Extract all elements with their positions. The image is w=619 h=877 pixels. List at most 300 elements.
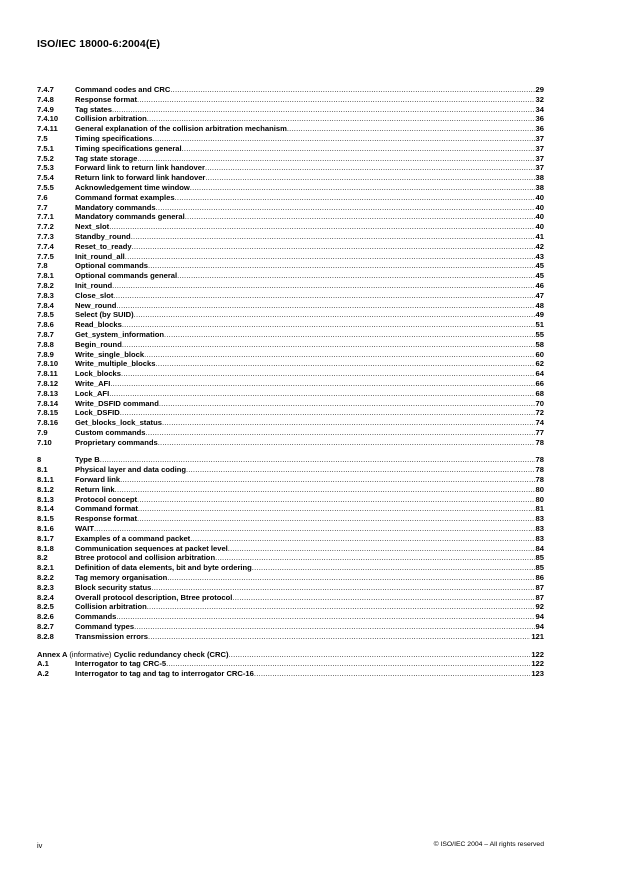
toc-entry-page: 80: [535, 494, 544, 504]
toc-entry[interactable]: [37, 495, 544, 505]
toc-entry-number: 7.7.4: [37, 241, 54, 251]
toc-entry[interactable]: [37, 379, 544, 389]
toc-entry-number: 8.1.8: [37, 543, 54, 553]
toc-entry-number: 8.2.4: [37, 592, 54, 602]
toc-entry-number: 7.8.11: [37, 369, 58, 379]
toc-entry-number: 7.4.8: [37, 94, 54, 104]
toc-entry-number: 8: [37, 455, 42, 465]
toc-entry-number: 7.7.1: [37, 212, 54, 222]
toc-leader-dots: [254, 669, 530, 679]
toc-entry-title: Forward link to return link handover: [75, 163, 205, 173]
toc-entry-title: Select (by SUID): [75, 310, 134, 320]
toc-entry-title: Proprietary commands: [75, 437, 158, 447]
toc-entry-page: 122: [531, 659, 544, 669]
toc-entry-title: Get_system_information: [75, 329, 165, 339]
toc-entry-title: Return link to forward link handover: [75, 173, 206, 183]
toc-entry-page: 68: [535, 388, 544, 398]
toc-leader-dots: [94, 524, 535, 534]
toc-entry-title: Response format: [75, 514, 138, 524]
toc-entry-page: 29: [535, 85, 544, 94]
toc-leader-dots: [131, 232, 535, 242]
toc-leader-dots: [232, 593, 534, 603]
annex-label: Annex A: [37, 649, 68, 659]
toc-entry-number: 8.2.6: [37, 612, 54, 622]
toc-entry-title: New_round: [75, 300, 117, 310]
toc-entry[interactable]: [37, 281, 544, 291]
toc-leader-dots: [175, 193, 535, 203]
toc-entry[interactable]: [37, 359, 544, 369]
toc-leader-dots: [156, 203, 535, 213]
toc-entry-page: 48: [535, 300, 544, 310]
toc-entry-title: Commands: [75, 612, 117, 622]
toc-entry-number: 8.2.1: [37, 563, 54, 573]
toc-entry[interactable]: [37, 252, 544, 262]
toc-entry-number: 7.6: [37, 192, 48, 202]
toc-entry[interactable]: [37, 408, 544, 418]
toc-entry[interactable]: [37, 428, 544, 438]
toc-entry-title: Init_round: [75, 280, 113, 290]
toc-entry-page: 85: [535, 553, 544, 563]
toc-entry-number: 7.8.10: [37, 359, 59, 369]
toc-entry-page: 46: [535, 280, 544, 290]
toc-entry-title: Reset_to_ready: [75, 241, 132, 251]
toc-leader-dots: [229, 650, 531, 660]
toc-entry-number: 7.8.7: [37, 329, 54, 339]
toc-entry-number: 7.8.5: [37, 310, 54, 320]
toc-entry-page: 42: [535, 241, 544, 251]
toc-entry-title: Lock_blocks: [75, 369, 122, 379]
toc-entry[interactable]: [37, 163, 544, 173]
toc-entry-title: Collision arbitration: [75, 602, 147, 612]
toc-entry-page: 83: [535, 524, 544, 534]
toc-entry-title: Timing specifications: [75, 133, 153, 143]
document-footer: [37, 841, 544, 850]
toc-group-clause-7: [37, 85, 544, 447]
toc-entry-page: 78: [535, 437, 544, 447]
toc-entry-number: 8.1.3: [37, 494, 54, 504]
toc-leader-dots: [109, 222, 534, 232]
toc-leader-dots: [144, 350, 534, 360]
toc-leader-dots: [100, 455, 535, 465]
toc-entry[interactable]: [37, 399, 544, 409]
toc-entry-title: Forward link: [75, 475, 121, 485]
toc-leader-dots: [252, 563, 535, 573]
toc-leader-dots: [137, 95, 535, 105]
toc-entry-page: 66: [535, 378, 544, 388]
toc-entry-page: 40: [535, 212, 544, 222]
toc-entry[interactable]: [37, 659, 544, 669]
toc-gap: [37, 642, 544, 650]
toc-leader-dots: [122, 340, 535, 350]
toc-entry-page: 40: [535, 202, 544, 212]
toc-leader-dots: [122, 320, 535, 330]
toc-leader-dots: [155, 359, 534, 369]
toc-leader-dots: [120, 408, 535, 418]
toc-entry-page: 87: [535, 582, 544, 592]
toc-entry-page: 47: [535, 290, 544, 300]
toc-entry-title: Interrogator to tag and tag to interrogator CRC-16: [75, 669, 254, 679]
toc-entry-page: 72: [535, 408, 544, 418]
toc-entry-number: 7.4.10: [37, 114, 59, 124]
toc-leader-dots: [109, 389, 534, 399]
toc-entry-number: 7.5.4: [37, 173, 54, 183]
toc-entry-title: Mandatory commands general: [75, 212, 185, 222]
toc-entry-title: Examples of a command packet: [75, 533, 191, 543]
toc-entry[interactable]: [37, 134, 544, 144]
toc-entry-number: A.1: [37, 659, 49, 669]
toc-entry-page: 77: [535, 427, 544, 437]
toc-entry-title: Communication sequences at packet level: [75, 543, 228, 553]
toc-entry[interactable]: [37, 369, 544, 379]
toc-entry[interactable]: [37, 632, 544, 642]
toc-entry-number: 7.8.9: [37, 349, 54, 359]
toc-entry-number: 7.7: [37, 202, 48, 212]
toc-entry-title: Overall protocol description, Btree protocol: [75, 592, 233, 602]
toc-entry-number: 7.9: [37, 427, 48, 437]
toc-leader-dots: [148, 261, 535, 271]
toc-entry-page: 78: [535, 475, 544, 485]
toc-entry-number: 7.8.16: [37, 418, 59, 428]
toc-leader-dots: [147, 114, 535, 124]
toc-entry-page: 36: [535, 114, 544, 124]
toc-entry-title: WAIT: [75, 524, 94, 534]
toc-entry[interactable]: [37, 455, 544, 465]
toc-entry[interactable]: [37, 95, 544, 105]
toc-leader-dots: [116, 612, 534, 622]
toc-entry[interactable]: [37, 114, 544, 124]
toc-entry-page: 36: [535, 124, 544, 134]
toc-entry-number: 7.8.14: [37, 398, 59, 408]
toc-entry-number: 7.5.1: [37, 143, 54, 153]
toc-entry-page: 40: [535, 192, 544, 202]
toc-entry-title: Write_single_block: [75, 349, 145, 359]
toc-entry[interactable]: [37, 193, 544, 203]
toc-entry-title: Begin_round: [75, 339, 122, 349]
toc-leader-dots: [121, 369, 535, 379]
toc-entry-page: 94: [535, 612, 544, 622]
toc-leader-dots: [190, 183, 535, 193]
toc-entry-number: 8.2.8: [37, 631, 54, 641]
toc-entry-title: Read_blocks: [75, 320, 122, 330]
toc-entry-page: 38: [535, 173, 544, 183]
toc-entry[interactable]: [37, 173, 544, 183]
toc-entry-title: Response format: [75, 94, 138, 104]
footer-copyright: © ISO/IEC 2004 – All rights reserved: [433, 841, 544, 848]
toc-entry[interactable]: [37, 669, 544, 679]
toc-entry-number: 7.8.13: [37, 388, 59, 398]
toc-entry[interactable]: [37, 514, 544, 524]
toc-leader-dots: [145, 428, 534, 438]
toc-entry[interactable]: [37, 485, 544, 495]
toc-leader-dots: [148, 632, 530, 642]
toc-entry[interactable]: [37, 418, 544, 428]
toc-entry-title: Lock_AFI: [75, 388, 110, 398]
toc-entry-number: 8.1.5: [37, 514, 54, 524]
toc-entry-number: 7.5: [37, 133, 48, 143]
toc-entry-number: 7.8.6: [37, 320, 54, 330]
toc-entry-page: 60: [535, 349, 544, 359]
toc-entry-title: Command codes and CRC: [75, 85, 171, 94]
toc-entry[interactable]: [37, 183, 544, 193]
toc-entry-title: General explanation of the collision arbitration mechanism: [75, 124, 287, 134]
toc-entry-title: Collision arbitration: [75, 114, 147, 124]
toc-entry-title: Close_slot: [75, 290, 114, 300]
toc-entry-title: Write_AFI: [75, 378, 111, 388]
toc-entry-number: 7.5.3: [37, 163, 54, 173]
toc-entry-page: 122: [531, 649, 544, 659]
toc-leader-dots: [205, 173, 534, 183]
toc-leader-dots: [167, 573, 534, 583]
toc-entry-number: 7.7.5: [37, 251, 54, 261]
toc-leader-dots: [147, 602, 535, 612]
toc-leader-dots: [125, 252, 535, 262]
toc-entry-page: 37: [535, 163, 544, 173]
toc-entry-page: 49: [535, 310, 544, 320]
toc-entry-title: Lock_DSFID: [75, 408, 120, 418]
toc-entry-title: Write_multiple_blocks: [75, 359, 156, 369]
toc-entry-page: 86: [535, 573, 544, 583]
toc-entry[interactable]: [37, 310, 544, 320]
toc-entry-page: 34: [535, 104, 544, 114]
toc-entry[interactable]: [37, 330, 544, 340]
toc-entry[interactable]: [37, 583, 544, 593]
toc-entry[interactable]: [37, 544, 544, 554]
toc-entry-number: 7.8.1: [37, 271, 54, 281]
toc-entry-number: 8.1.4: [37, 504, 54, 514]
toc-leader-dots: [215, 553, 534, 563]
toc-entry-title: Custom commands: [75, 427, 146, 437]
toc-entry-number: 7.7.2: [37, 222, 54, 232]
toc-leader-dots: [287, 124, 535, 134]
toc-entry-page: 51: [535, 320, 544, 330]
toc-entry-page: 55: [535, 329, 544, 339]
toc-entry[interactable]: [37, 465, 544, 475]
toc-entry-number: 8.1.1: [37, 475, 54, 485]
toc-entry-number: 7.8.15: [37, 408, 59, 418]
toc-entry-page: 80: [535, 484, 544, 494]
toc-leader-dots: [113, 291, 534, 301]
toc-leader-dots: [151, 583, 534, 593]
toc-entry[interactable]: [37, 291, 544, 301]
toc-entry-number: 7.4.7: [37, 85, 54, 94]
toc-entry-title: Tag state storage: [75, 153, 138, 163]
toc-leader-dots: [205, 163, 535, 173]
toc-entry-page: 70: [535, 398, 544, 408]
toc-entry[interactable]: [37, 563, 544, 573]
toc-entry-page: 83: [535, 514, 544, 524]
toc-entry-page: 83: [535, 533, 544, 543]
toc-entry-title: Physical layer and data coding: [75, 465, 186, 475]
toc-entry[interactable]: [37, 389, 544, 399]
toc-leader-dots: [120, 475, 534, 485]
toc-entry[interactable]: [37, 212, 544, 222]
toc-entry-title: Optional commands: [75, 261, 148, 271]
toc-entry-page: 37: [535, 133, 544, 143]
toc-entry-page: 32: [535, 94, 544, 104]
toc-entry[interactable]: [37, 475, 544, 485]
toc-entry-page: 121: [531, 631, 544, 641]
toc-entry[interactable]: [37, 340, 544, 350]
toc-entry[interactable]: [37, 612, 544, 622]
annex-title: Cyclic redundancy check (CRC): [113, 649, 229, 659]
toc-entry-page: 43: [535, 251, 544, 261]
toc-entry-page: 45: [535, 271, 544, 281]
toc-entry-number: 7.10: [37, 437, 52, 447]
toc-entry-number: 7.8: [37, 261, 48, 271]
toc-entry-title: Get_blocks_lock_status: [75, 418, 162, 428]
toc-entry[interactable]: [37, 105, 544, 115]
toc-leader-dots: [137, 495, 535, 505]
toc-entry-page: 74: [535, 418, 544, 428]
toc-entry-number: 7.8.3: [37, 290, 54, 300]
toc-entry-title: Write_DSFID command: [75, 398, 159, 408]
toc-leader-dots: [158, 438, 535, 448]
toc-entry-title: Command types: [75, 622, 135, 632]
toc-entry-title: Protocol concept: [75, 494, 138, 504]
toc-entry-number: 7.8.4: [37, 300, 54, 310]
toc-entry-number: 8.2: [37, 553, 48, 563]
toc-entry-number: 7.4.9: [37, 104, 54, 114]
toc-entry-number: 7.8.2: [37, 280, 54, 290]
toc-leader-dots: [177, 271, 534, 281]
toc-entry-page: 38: [535, 182, 544, 192]
toc-entry[interactable]: [37, 154, 544, 164]
toc-leader-dots: [110, 379, 534, 389]
toc-entry[interactable]: [37, 602, 544, 612]
toc-entry[interactable]: [37, 504, 544, 514]
toc-leader-dots: [116, 301, 534, 311]
toc-entry-number: 8.1.6: [37, 524, 54, 534]
toc-entry[interactable]: [37, 85, 544, 95]
toc-leader-dots: [112, 281, 534, 291]
toc-leader-dots: [134, 310, 535, 320]
toc-leader-dots: [170, 85, 534, 95]
toc-entry-number: 8.2.2: [37, 573, 54, 583]
toc-entry-number: 8.1.2: [37, 484, 54, 494]
toc-leader-dots: [115, 485, 535, 495]
table-of-contents: [37, 85, 544, 679]
toc-entry-page: 37: [535, 153, 544, 163]
toc-group-annex-a: [37, 659, 544, 679]
toc-entry[interactable]: [37, 271, 544, 281]
toc-entry[interactable]: [37, 144, 544, 154]
toc-entry[interactable]: [37, 320, 544, 330]
toc-entry[interactable]: [37, 301, 544, 311]
toc-entry[interactable]: [37, 534, 544, 544]
toc-leader-dots: [138, 504, 535, 514]
toc-entry-page: 123: [531, 669, 544, 679]
toc-entry[interactable]: [37, 232, 544, 242]
toc-entry-title: Init_round_all: [75, 251, 125, 261]
toc-entry-number: 8.2.3: [37, 582, 54, 592]
toc-entry[interactable]: [37, 553, 544, 563]
toc-entry-page: 45: [535, 261, 544, 271]
toc-leader-dots: [182, 144, 535, 154]
toc-leader-dots: [228, 544, 535, 554]
toc-entry[interactable]: [37, 222, 544, 232]
toc-entry-title: Mandatory commands: [75, 202, 156, 212]
toc-leader-dots: [186, 465, 535, 475]
toc-entry-page: 84: [535, 543, 544, 553]
toc-leader-dots: [112, 105, 535, 115]
toc-leader-dots: [132, 242, 535, 252]
toc-leader-dots: [134, 622, 534, 632]
toc-entry-title: Standby_round: [75, 231, 131, 241]
toc-entry-number: A.2: [37, 669, 49, 679]
toc-entry-number: 8.1: [37, 465, 48, 475]
toc-entry-number: 7.5.2: [37, 153, 54, 163]
toc-leader-dots: [185, 212, 535, 222]
toc-entry-title: Transmission errors: [75, 631, 149, 641]
toc-entry-number: 8.2.7: [37, 622, 54, 632]
toc-entry-annex-a[interactable]: [37, 650, 544, 660]
toc-leader-dots: [190, 534, 534, 544]
toc-leader-dots: [137, 154, 534, 164]
toc-entry[interactable]: [37, 573, 544, 583]
toc-entry-page: 85: [535, 563, 544, 573]
toc-entry[interactable]: [37, 350, 544, 360]
toc-entry[interactable]: [37, 438, 544, 448]
footer-page-number: iv: [37, 841, 43, 850]
toc-entry-title: Type B: [75, 455, 100, 465]
toc-entry-title: Definition of data elements, bit and byte ordering: [75, 563, 252, 573]
toc-entry-page: 94: [535, 622, 544, 632]
toc-entry-page: 64: [535, 369, 544, 379]
toc-group-clause-8: [37, 455, 544, 641]
toc-entry-number: 7.8.8: [37, 339, 54, 349]
toc-entry-title: [37, 650, 229, 660]
toc-leader-dots: [137, 514, 535, 524]
toc-entry[interactable]: [37, 524, 544, 534]
toc-entry[interactable]: [37, 242, 544, 252]
document-header: ISO/IEC 18000-6:2004(E): [37, 38, 161, 50]
toc-entry-title: Acknowledgement time window: [75, 182, 190, 192]
toc-entry-title: Btree protocol and collision arbitration: [75, 553, 216, 563]
toc-entry[interactable]: [37, 593, 544, 603]
toc-entry-title: Interrogator to tag CRC-5: [75, 659, 167, 669]
toc-entry-number: 7.8.12: [37, 378, 59, 388]
toc-entry-title: Block security status: [75, 582, 152, 592]
toc-entry-title: Optional commands general: [75, 271, 178, 281]
toc-entry-page: 81: [535, 504, 544, 514]
toc-entry[interactable]: [37, 261, 544, 271]
toc-entry-page: 78: [535, 455, 544, 465]
toc-entry-title: Timing specifications general: [75, 143, 182, 153]
toc-leader-dots: [166, 659, 530, 669]
toc-leader-dots: [153, 134, 535, 144]
toc-entry-page: 78: [535, 465, 544, 475]
toc-gap: [37, 447, 544, 455]
toc-entry[interactable]: [37, 203, 544, 213]
toc-entry-title: Return link: [75, 484, 115, 494]
toc-entry-number: 8.1.7: [37, 533, 54, 543]
toc-entry-title: Command format: [75, 504, 138, 514]
toc-entry-title: Tag states: [75, 104, 112, 114]
toc-entry-number: 7.4.11: [37, 124, 58, 134]
toc-leader-dots: [164, 330, 535, 340]
toc-entry-title: Next_slot: [75, 222, 110, 232]
toc-entry-page: 58: [535, 339, 544, 349]
toc-entry[interactable]: [37, 124, 544, 134]
toc-entry-page: 87: [535, 592, 544, 602]
toc-entry-number: 8.2.5: [37, 602, 54, 612]
toc-leader-dots: [159, 399, 535, 409]
toc-entry-number: 7.5.5: [37, 182, 54, 192]
toc-entry[interactable]: [37, 622, 544, 632]
toc-entry-title: Command format examples: [75, 192, 175, 202]
toc-entry-page: 40: [535, 222, 544, 232]
toc-entry-page: 62: [535, 359, 544, 369]
